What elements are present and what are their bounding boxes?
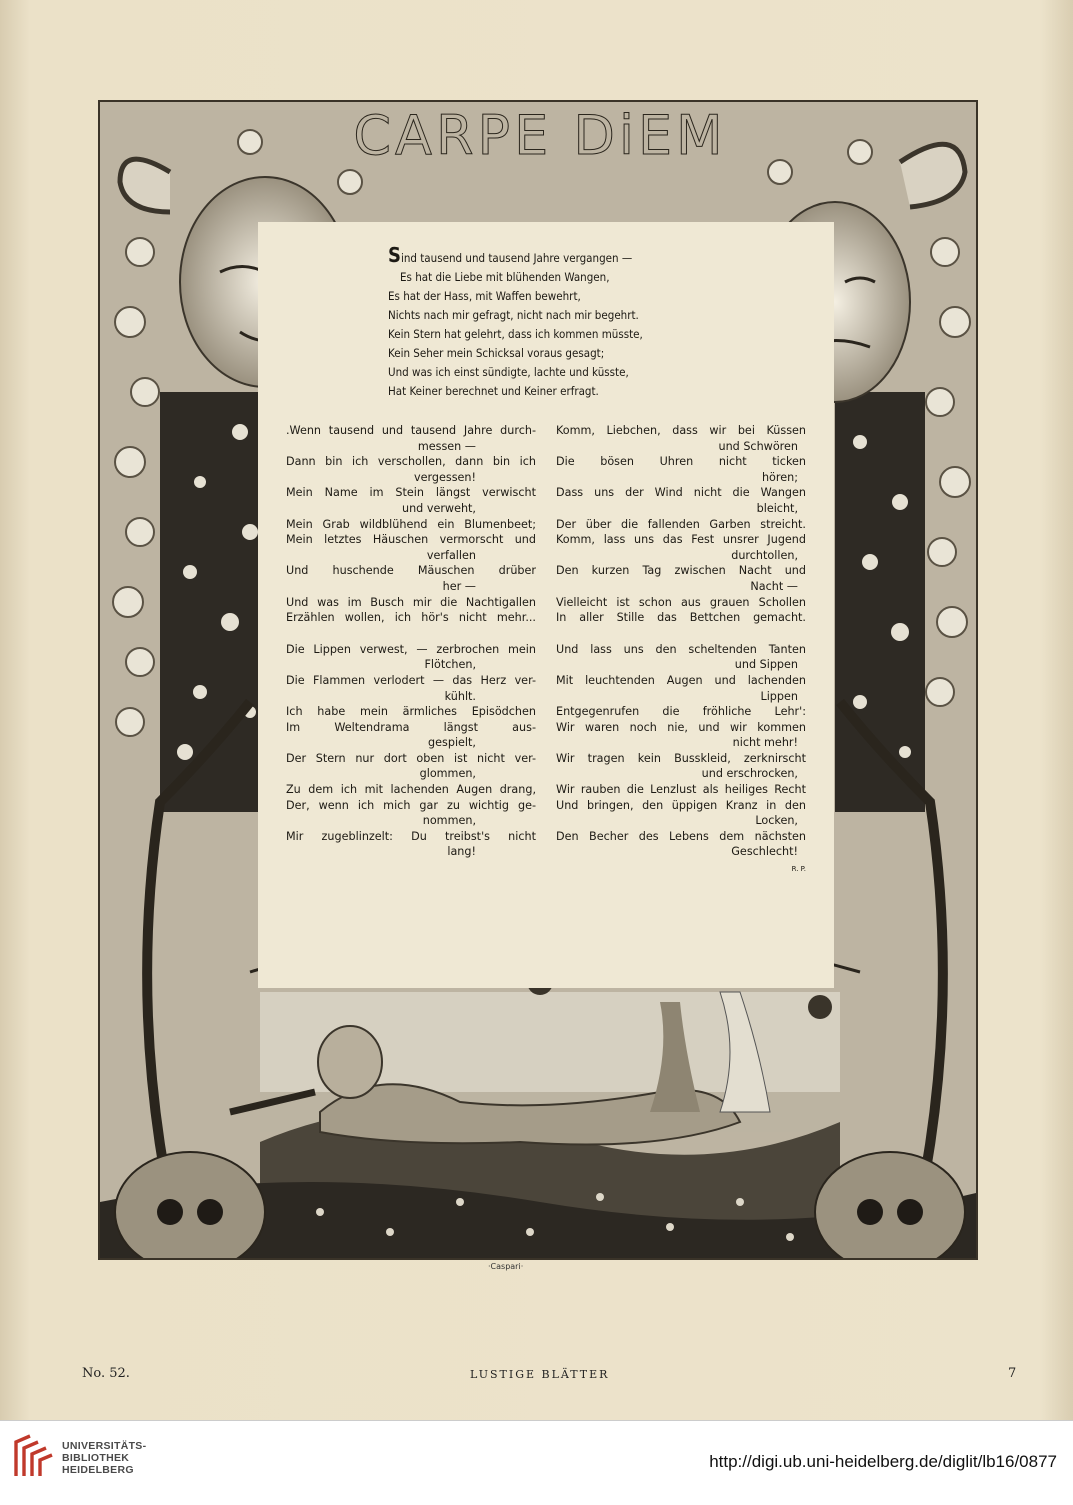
intro-line [388, 306, 806, 325]
poem-line: nicht mehr! [732, 736, 798, 750]
library-name-line1: UNIVERSITÄTS- [62, 1440, 147, 1452]
poem-line: Den Becher des Lebens dem nächsten [556, 829, 806, 843]
poem-line: .Wenn tausend und tausend Jahre durch- [286, 424, 536, 437]
poem-line: Geschlecht! [731, 845, 798, 859]
poem-line: Und bringen, den üppigen Kranz in den [556, 798, 806, 812]
poem-line: nommen, [422, 814, 476, 828]
poem-line: Mein Grab wildblühend ein Blumenbeet; [286, 517, 536, 531]
page-number: 7 [1008, 1366, 1017, 1381]
poem-line: Im Weltendrama längst aus- [286, 720, 536, 734]
poem-line: Der, wenn ich mich gar zu wichtig ge- [286, 798, 536, 812]
poem-line: Erzählen wollen, ich hör's nicht mehr... [286, 611, 536, 625]
poem-left-column [286, 423, 536, 878]
poem-line: Wir waren noch nie, und wir kommen [556, 720, 806, 734]
poem-line: und Sippen [734, 658, 798, 672]
poem-line: verfallen [426, 548, 476, 562]
poem-line: Entgegenrufen die fröhliche Lehr': [556, 705, 806, 719]
poem-line: Lippen [760, 689, 798, 703]
magazine-name: LUSTIGE BLÄTTER [470, 1368, 610, 1381]
poem-line: und verweht, [401, 501, 476, 515]
poem-line: durchtollen, [731, 548, 798, 562]
poem-line: Vielleicht ist schon aus grauen Schollen [556, 595, 806, 609]
poem-line: Locken, [755, 814, 798, 828]
poem-line: Mir zugeblinzelt: Du treibst's nicht [286, 829, 536, 843]
poem-line: Mein Name im Stein längst verwischt [286, 486, 536, 500]
poem-line: Die Lippen verwest, — zerbrochen mein [286, 642, 536, 656]
intro-line-text: Kein Stern hat gelehrt, dass ich kommen müsste, [388, 327, 643, 341]
poem-line: Zu dem ich mit lachenden Augen drang, [286, 783, 536, 797]
poem-line: Der über die fallenden Garben streicht. [556, 517, 806, 531]
poem-line: gespielt, [428, 736, 476, 750]
poem-text-panel [258, 222, 834, 988]
poem-line: Flötchen, [424, 658, 476, 672]
poem-line: Dass uns der Wind nicht die Wangen [556, 486, 806, 500]
intro-line [388, 363, 806, 382]
intro-line [388, 243, 806, 268]
intro-line [388, 268, 806, 287]
intro-line-text: Es hat der Hass, mit Waffen bewehrt, [388, 289, 581, 303]
poem-line: glommen, [419, 767, 476, 781]
poem-line: Wir tragen kein Busskleid, zerknirscht [556, 751, 806, 765]
poem-line: Der Stern nur dort oben ist nicht ver- [286, 751, 536, 765]
issue-number: No. 52. [82, 1366, 130, 1381]
poem-line: Wir rauben die Lenzlust als heiliges Recht [556, 783, 806, 797]
stanza-gap [556, 626, 806, 642]
intro-line-text: Hat Keiner berechnet und Keiner erfragt. [388, 384, 599, 398]
stanza-gap [286, 626, 536, 642]
permalink-url[interactable]: http://digi.ub.uni-heidelberg.de/diglit/lb16/0877 [709, 1452, 1057, 1471]
poem-line: Und lass uns den scheltenden Tanten [556, 642, 806, 656]
intro-line-text: ind tausend und tausend Jahre vergangen — [400, 251, 633, 265]
intro-line-text: Kein Seher mein Schicksal voraus gesagt; [388, 346, 605, 360]
intro-line [388, 344, 806, 363]
poem-line: vergessen! [413, 470, 476, 484]
intro-line-text: Es hat die Liebe mit blühenden Wangen, [400, 270, 610, 284]
intro-line [388, 325, 806, 344]
poem-line: Mit leuchtenden Augen und lachenden [556, 673, 806, 687]
library-name-line3: HEIDELBERG [62, 1464, 134, 1476]
author-signature: R. P. [791, 865, 806, 874]
poem-line: lang! [447, 845, 476, 859]
poem-line: hören; [761, 470, 798, 484]
poem-line: Mein letztes Häuschen vermorscht und [286, 533, 536, 547]
library-logo-icon[interactable] [12, 1432, 56, 1480]
intro-line-text: Nichts nach mir gefragt, nicht nach mir begehrt. [388, 308, 639, 322]
intro-line-text: Und was ich einst sündigte, lachte und küsste, [388, 365, 629, 379]
poem-line: und Schwören [718, 439, 798, 453]
poem-line: Den kurzen Tag zwischen Nacht und [556, 564, 806, 578]
intro-line [388, 382, 806, 401]
library-name[interactable] [62, 1440, 146, 1476]
poem-line: Und huschende Mäuschen drüber [286, 564, 536, 578]
poem-line: Komm, lass uns das Fest unsrer Jugend [556, 533, 806, 547]
poem-line: Komm, Liebchen, dass wir bei Küssen [556, 424, 806, 437]
poem-line: Die Flammen verlodert — das Herz ver- [286, 673, 536, 687]
drop-cap: S [388, 243, 401, 267]
artist-signature: ·Caspari· [488, 1262, 524, 1271]
poem-line: Die bösen Uhren nicht ticken [556, 455, 806, 469]
poem-line: Und was im Busch mir die Nachtigallen [286, 595, 536, 609]
poem-line: Dann bin ich verschollen, dann bin ich [286, 455, 536, 469]
poem-line: In aller Stille das Bettchen gemacht. [556, 611, 806, 625]
poem-line: Ich habe mein ärmliches Episödchen [286, 705, 536, 719]
poem-line: bleicht, [756, 501, 798, 515]
poem-line: Nacht — [750, 579, 798, 593]
poem-line: kühlt. [444, 689, 476, 703]
poem-line: und erschrocken, [701, 767, 798, 781]
poem-intro-stanza [388, 243, 806, 401]
poem-title: CARPE DiEM [353, 104, 727, 167]
intro-line [388, 287, 806, 306]
poem-line: messen — [417, 439, 476, 453]
library-name-line2: BIBLIOTHEK [62, 1452, 130, 1464]
poem-right-column [556, 423, 806, 878]
poem-line: her — [442, 579, 476, 593]
